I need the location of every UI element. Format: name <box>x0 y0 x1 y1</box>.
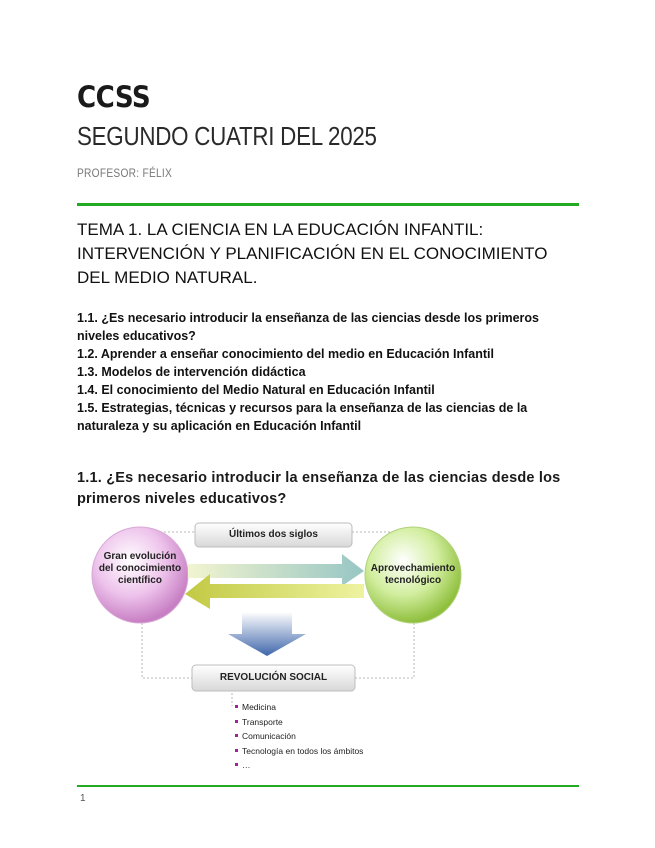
down-arrow <box>228 612 306 656</box>
index-item: 1.4. El conocimiento del Medio Natural en Educación Infantil <box>77 383 435 397</box>
index-item: 1.3. Modelos de intervención didáctica <box>77 365 306 379</box>
course-title: CCSS <box>77 80 151 114</box>
index-item: 1.1. ¿Es necesario introducir la enseñanza de las ciencias desde los primeros niveles educativos? <box>77 311 539 343</box>
list-item: Transporte <box>235 715 363 730</box>
index-item: 1.5. Estrategias, técnicas y recursos para la enseñanza de las ciencias de la naturaleza y su aplicación en Educación Infantil <box>77 401 528 433</box>
topic-index <box>77 309 572 435</box>
footer-divider <box>77 785 579 787</box>
concept-diagram <box>80 518 475 773</box>
teacher-name: PROFESOR: FÉLIX <box>77 166 173 180</box>
left-circle-label: Gran evolución del conocimiento científico <box>98 551 182 586</box>
header-divider <box>77 203 579 206</box>
term-subtitle: SEGUNDO CUATRI DEL 2025 <box>77 121 377 151</box>
page-number: 1 <box>80 793 86 804</box>
arrow-right <box>188 554 364 586</box>
top-box-label: Últimos dos siglos <box>229 529 318 540</box>
consequences-list <box>235 700 363 773</box>
list-item: Comunicación <box>235 729 363 744</box>
right-circle-label: Aprovechamiento tecnológico <box>370 563 456 586</box>
list-item: Tecnología en todos los ámbitos <box>235 744 363 759</box>
topic-title: TEMA 1. LA CIENCIA EN LA EDUCACIÓN INFANTIL: INTERVENCIÓN Y PLANIFICACIÓN EN EL CONOCIMIENTO DEL MEDIO NATURAL. <box>77 220 548 287</box>
arrow-left <box>185 574 364 609</box>
section-heading: 1.1. ¿Es necesario introducir la enseñanza de las ciencias desde los primeros niveles educativos? <box>77 470 561 507</box>
bottom-box-label: REVOLUCIÓN SOCIAL <box>219 672 328 683</box>
list-item: … <box>235 758 363 773</box>
list-item: Medicina <box>235 700 363 715</box>
index-item: 1.2. Aprender a enseñar conocimiento del medio en Educación Infantil <box>77 347 494 361</box>
